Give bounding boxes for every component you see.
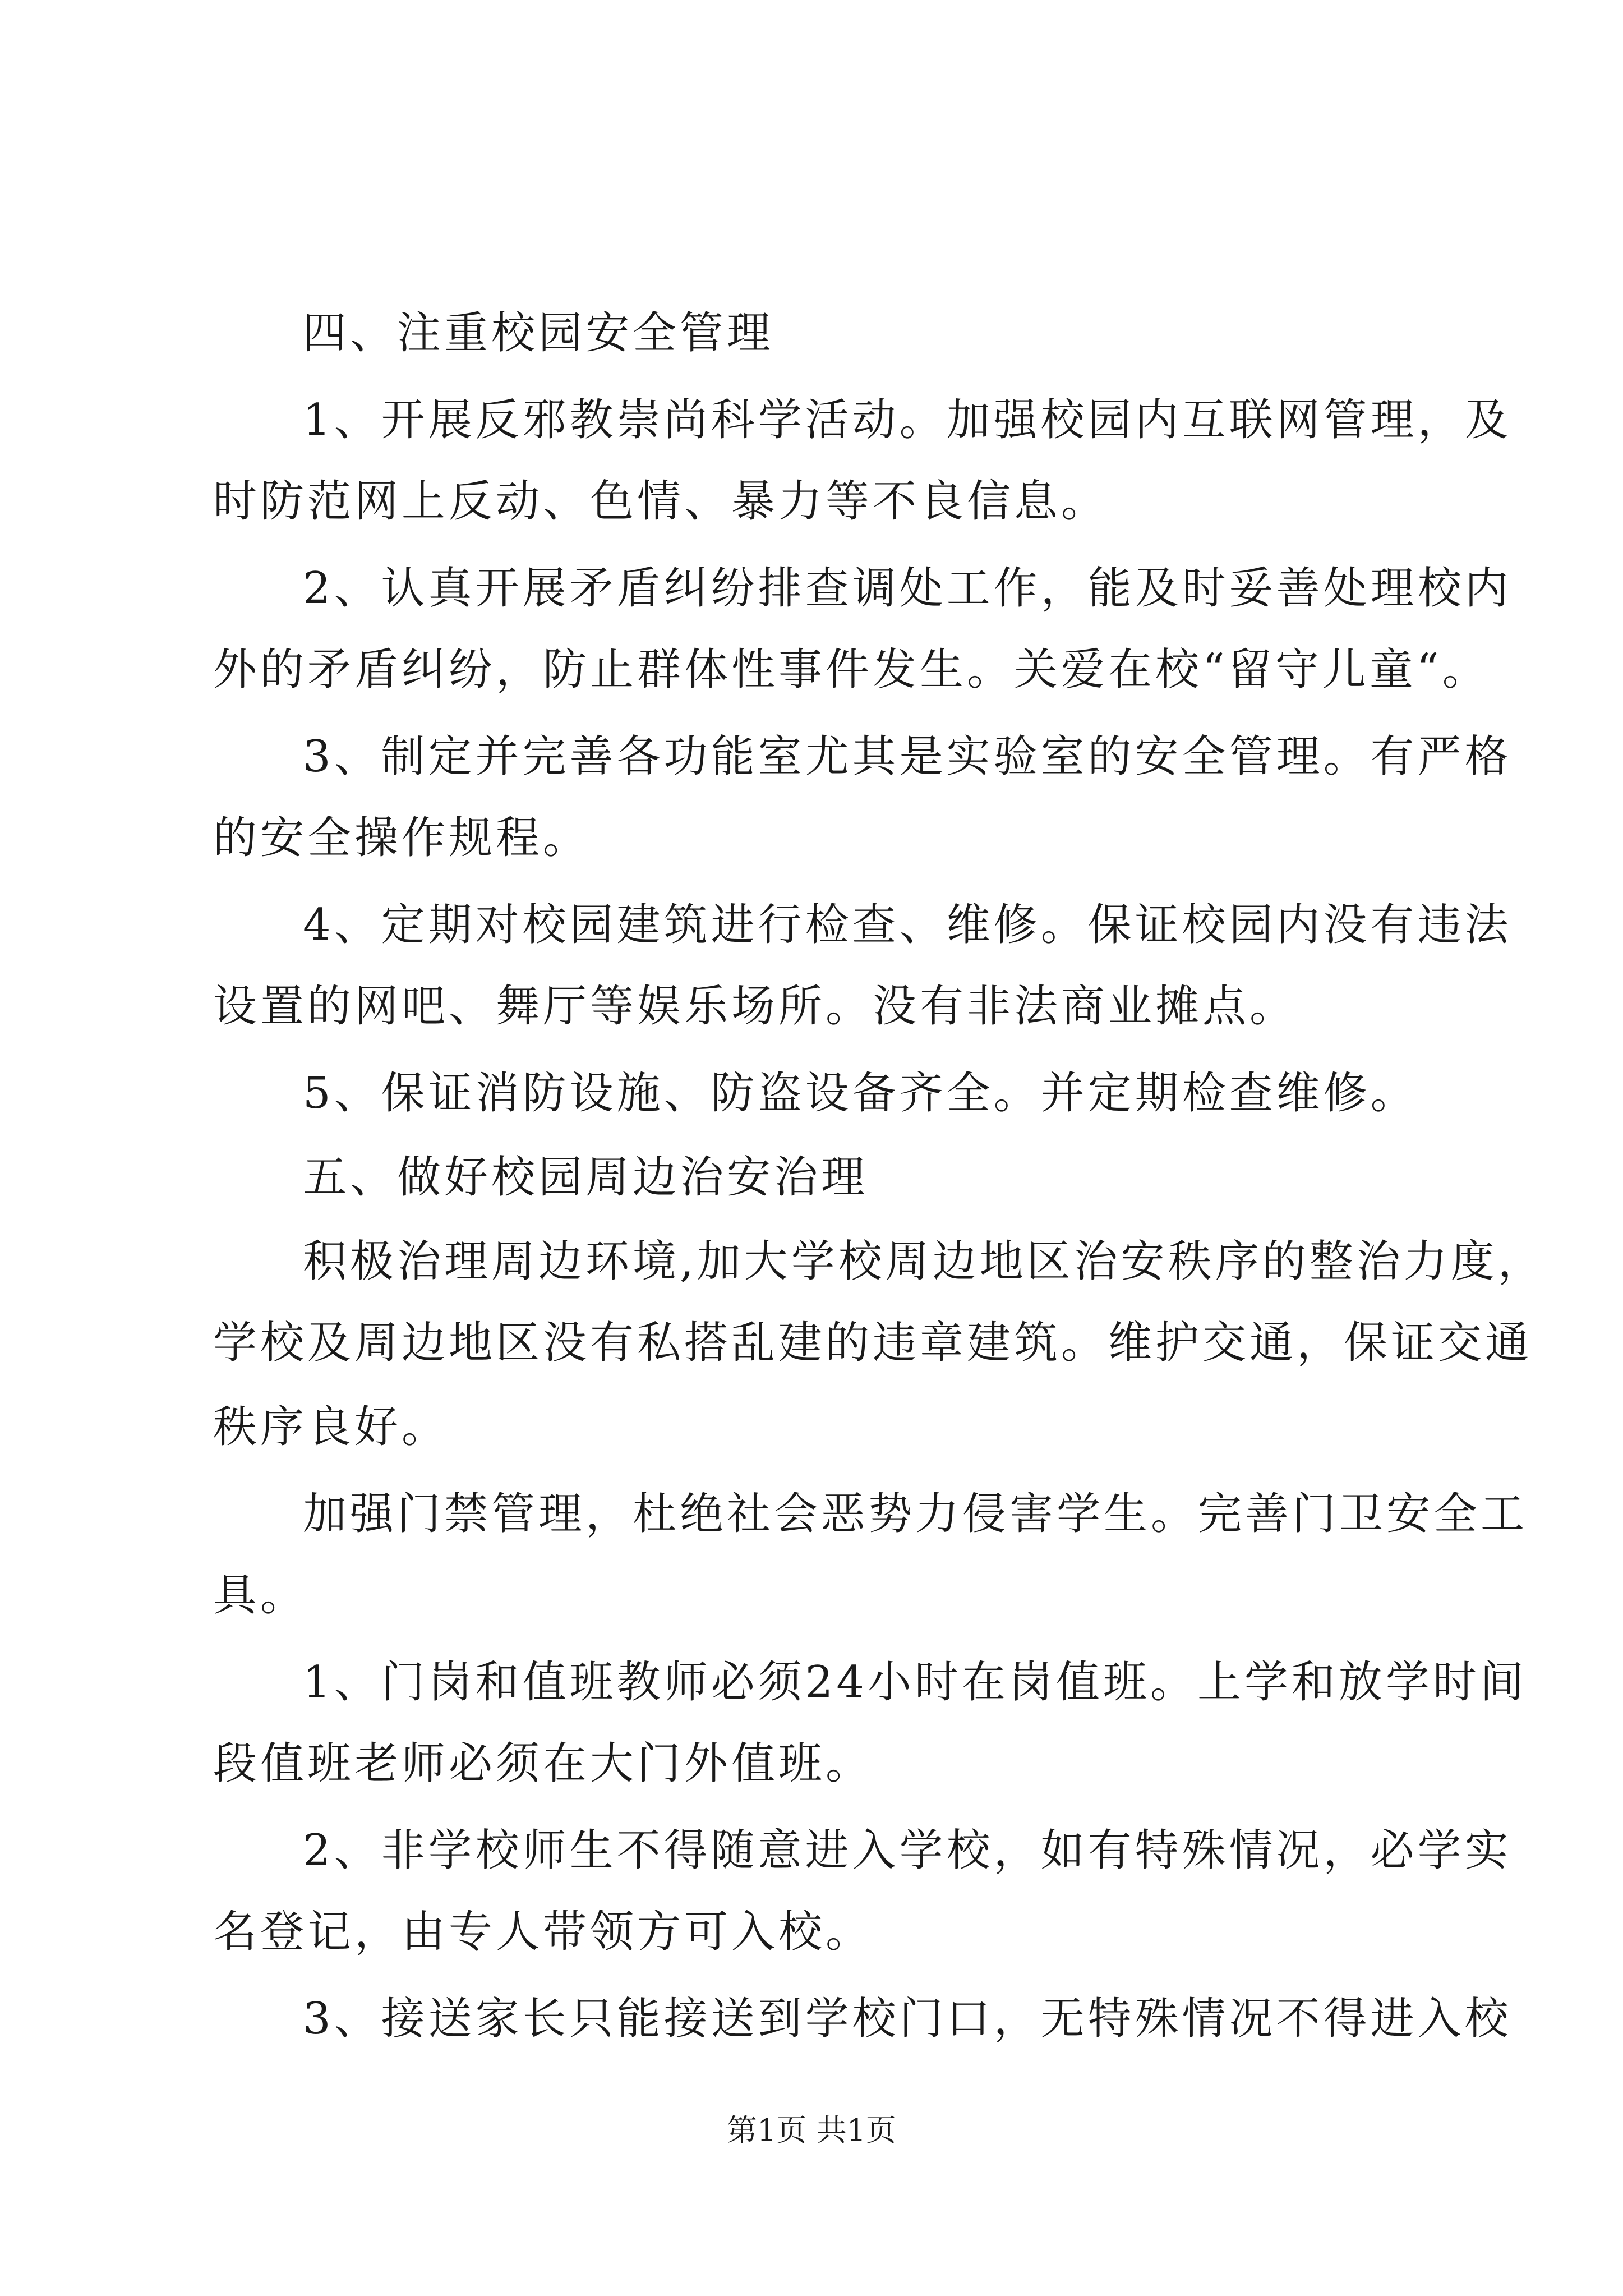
section-heading-5: 五、做好校园周边治安治理: [303, 1152, 869, 1203]
paragraph-line: 秩序良好。: [213, 1402, 449, 1452]
paragraph-line: 积极治理周边环境,加大学校周边地区治安秩序的整治力度，: [303, 1236, 1545, 1287]
paragraph-line: 加强门禁管理，杜绝社会恶势力侵害学生。完善门卫安全工: [303, 1489, 1528, 1539]
section-heading-4: 四、注重校园安全管理: [303, 308, 774, 358]
paragraph-line: 外的矛盾纠纷，防止群体性事件发生。关爱在校“留守儿童“。: [213, 645, 1490, 695]
paragraph-line: 名登记，由专人带领方可入校。: [213, 1907, 873, 1957]
page-number-footer: 第1页 共1页: [727, 2113, 896, 2148]
paragraph-line: 的安全操作规程。: [213, 813, 591, 863]
paragraph-line: 2、非学校师生不得随意进入学校，如有特殊情况，必学实: [303, 1825, 1512, 1876]
paragraph-line: 3、制定并完善各功能室尤其是实验室的安全管理。有严格: [303, 731, 1512, 782]
paragraph-line: 学校及周边地区没有私搭乱建的违章建筑。维护交通，保证交通: [213, 1318, 1533, 1368]
paragraph-line: 4、定期对校园建筑进行检查、维修。保证校园内没有违法: [303, 900, 1512, 950]
paragraph-line: 3、接送家长只能接送到学校门口，无特殊情况不得进入校: [303, 1994, 1512, 2044]
paragraph-line: 具。: [213, 1570, 308, 1621]
paragraph-line: 1、门岗和值班教师必须24小时在岗值班。上学和放学时间: [303, 1657, 1527, 1708]
paragraph-line: 时防范网上反动、色情、暴力等不良信息。: [213, 476, 1109, 527]
paragraph-line: 设置的网吧、舞厅等娱乐场所。没有非法商业摊点。: [213, 981, 1297, 1032]
paragraph-line: 段值班老师必须在大门外值班。: [213, 1738, 873, 1789]
paragraph-line: 1、开展反邪教崇尚科学活动。加强校园内互联网管理，及: [303, 395, 1512, 445]
paragraph-line: 5、保证消防设施、防盗设备齐全。并定期检查维修。: [303, 1068, 1418, 1119]
paragraph-line: 2、认真开展矛盾纠纷排查调处工作，能及时妥善处理校内: [303, 563, 1512, 614]
